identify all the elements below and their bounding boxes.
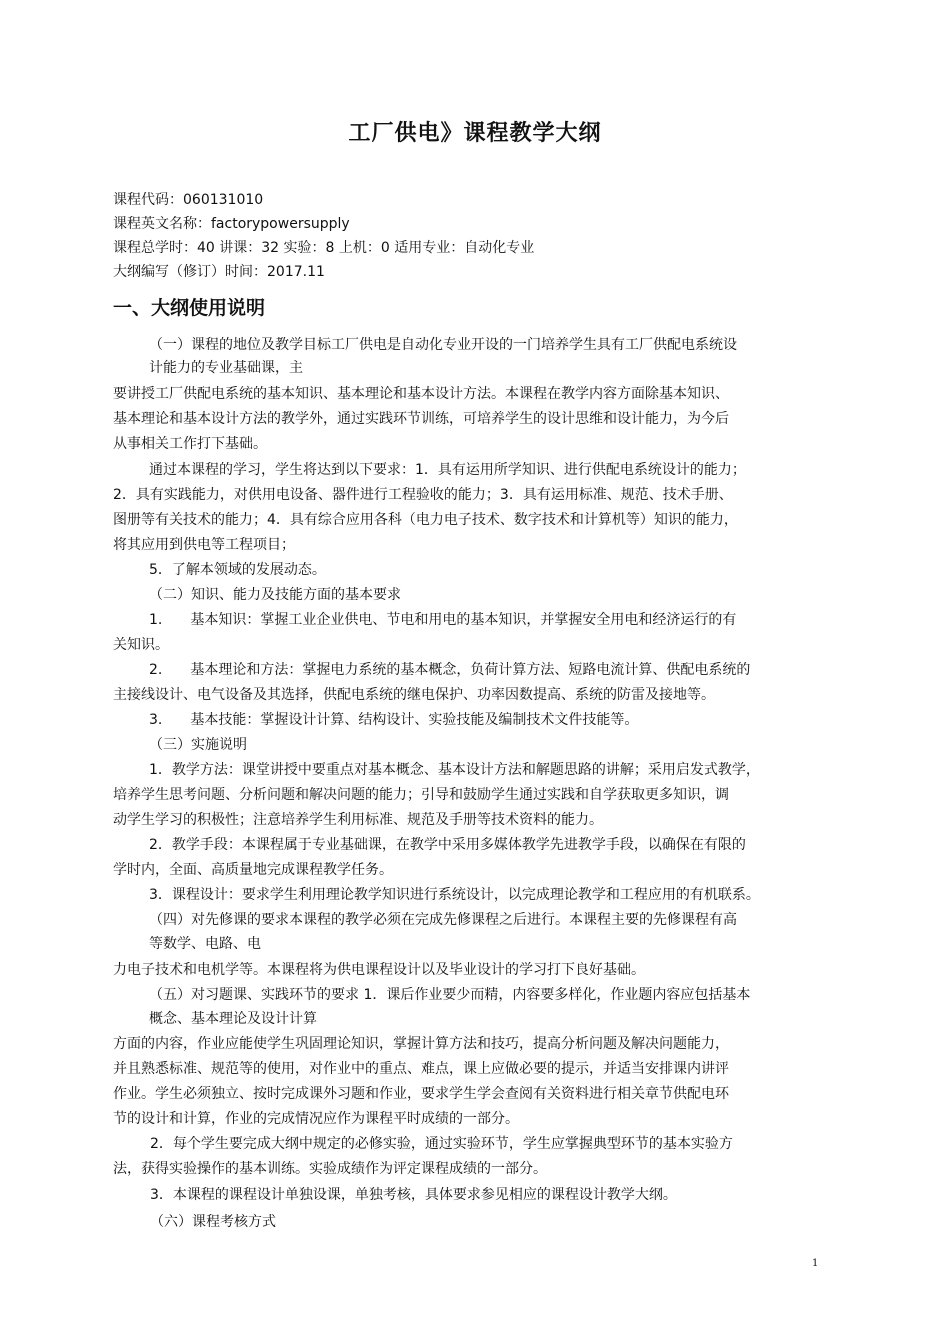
body-line: 2．每个学生要完成大纲中规定的必修实验，通过实验环节，学生应掌握典型环节的基本实验方 [150, 1136, 733, 1152]
body-line: 学时内，全面、高质量地完成课程教学任务。 [113, 862, 393, 878]
body-line: 3．课程设计：要求学生利用理论教学知识进行系统设计，以完成理论教学和工程应用的有机联系。 [149, 887, 760, 903]
body-line: 作业。学生必须独立、按时完成课外习题和作业，要求学生学会查阅有关资料进行相关章节供配电环 [113, 1086, 729, 1102]
body-line: 从事相关工作打下基础。 [113, 436, 267, 452]
meta-course-code: 课程代码：060131010 [113, 192, 264, 208]
body-line: 3. 基本技能：掌握设计计算、结构设计、实验技能及编制技术文件技能等。 [149, 712, 639, 728]
body-line: （四）对先修课的要求本课程的教学必须在完成先修课程之后进行。本课程主要的先修课程有高 [149, 912, 737, 928]
body-line: （五）对习题课、实践环节的要求 1．课后作业要少而精，内容要多样化，作业题内容应包括基本 [149, 987, 751, 1003]
body-line: 并且熟悉标准、规范等的使用，对作业中的重点、难点，课上应做必要的提示，并适当安排课内讲评 [113, 1061, 729, 1077]
body-line: 概念、基本理论及设计计算 [149, 1011, 317, 1027]
body-line: 5．了解本领域的发展动态。 [149, 562, 326, 578]
section-heading: 一、大纲使用说明 [113, 297, 266, 319]
body-line: 关知识。 [113, 637, 169, 653]
body-line: 计能力的专业基础课，主 [149, 360, 303, 376]
body-line: 2．教学手段：本课程属于专业基础课，在教学中采用多媒体教学先进教学手段，以确保在有限的 [149, 837, 746, 853]
body-line: （三）实施说明 [149, 737, 247, 753]
body-line: 将其应用到供电等工程项目； [113, 537, 295, 553]
body-line: （六）课程考核方式 [150, 1214, 276, 1230]
body-line: 等数学、电路、电 [149, 936, 261, 952]
body-line: 节的设计和计算，作业的完成情况应作为课程平时成绩的一部分。 [113, 1111, 519, 1127]
document-title: 工厂供电》课程教学大纲 [348, 121, 602, 146]
body-line: 力电子技术和电机学等。本课程将为供电课程设计以及毕业设计的学习打下良好基础。 [113, 962, 645, 978]
body-line: （一）课程的地位及教学目标工厂供电是自动化专业开设的一门培养学生具有工厂供配电系统设 [149, 337, 737, 353]
body-line: 培养学生思考问题、分析问题和解决问题的能力；引导和鼓励学生通过实践和自学获取更多知识，调 [113, 787, 729, 803]
body-line: 2. 基本理论和方法：掌握电力系统的基本概念，负荷计算方法、短路电流计算、供配电系统的 [149, 662, 751, 678]
body-line: （二）知识、能力及技能方面的基本要求 [149, 587, 401, 603]
body-line: 法，获得实验操作的基本训练。实验成绩作为评定课程成绩的一部分。 [113, 1161, 547, 1177]
meta-english-name: 课程英文名称：factorypowersupply [113, 216, 350, 232]
body-line: 方面的内容，作业应能使学生巩固理论知识，掌握计算方法和技巧，提高分析问题及解决问题能力， [113, 1036, 729, 1052]
body-line: 1．教学方法：课堂讲授中要重点对基本概念、基本设计方法和解题思路的讲解；采用启发式教学， [149, 762, 760, 778]
page-number: 1 [812, 1258, 819, 1269]
body-line: 图册等有关技术的能力；4．具有综合应用各科（电力电子技术、数字技术和计算机等）知识的能力， [113, 512, 738, 528]
body-line: 基本理论和基本设计方法的教学外，通过实践环节训练，可培养学生的设计思维和设计能力，为今后 [113, 411, 729, 427]
body-line: 2．具有实践能力，对供用电设备、器件进行工程验收的能力；3．具有运用标准、规范、技术手册、 [113, 487, 733, 503]
meta-hours: 课程总学时：40 讲课：32 实验：8 上机：0 适用专业：自动化专业 [113, 240, 535, 256]
body-line: 要讲授工厂供配电系统的基本知识、基本理论和基本设计方法。本课程在教学内容方面除基本知识、 [113, 386, 729, 402]
body-line: 通过本课程的学习，学生将达到以下要求：1．具有运用所学知识、进行供配电系统设计的能力； [149, 462, 746, 478]
body-line: 主接线设计、电气设备及其选择，供配电系统的继电保护、功率因数提高、系统的防雷及接地等。 [113, 687, 715, 703]
meta-revision-time: 大纲编写（修订）时间：2017.11 [113, 264, 325, 280]
body-line: 3．本课程的课程设计单独设课，单独考核，具体要求参见相应的课程设计教学大纲。 [150, 1187, 677, 1203]
body-line: 动学生学习的积极性；注意培养学生利用标准、规范及手册等技术资料的能力。 [113, 812, 603, 828]
body-line: 1. 基本知识：掌握工业企业供电、节电和用电的基本知识，并掌握安全用电和经济运行的有 [149, 612, 737, 628]
